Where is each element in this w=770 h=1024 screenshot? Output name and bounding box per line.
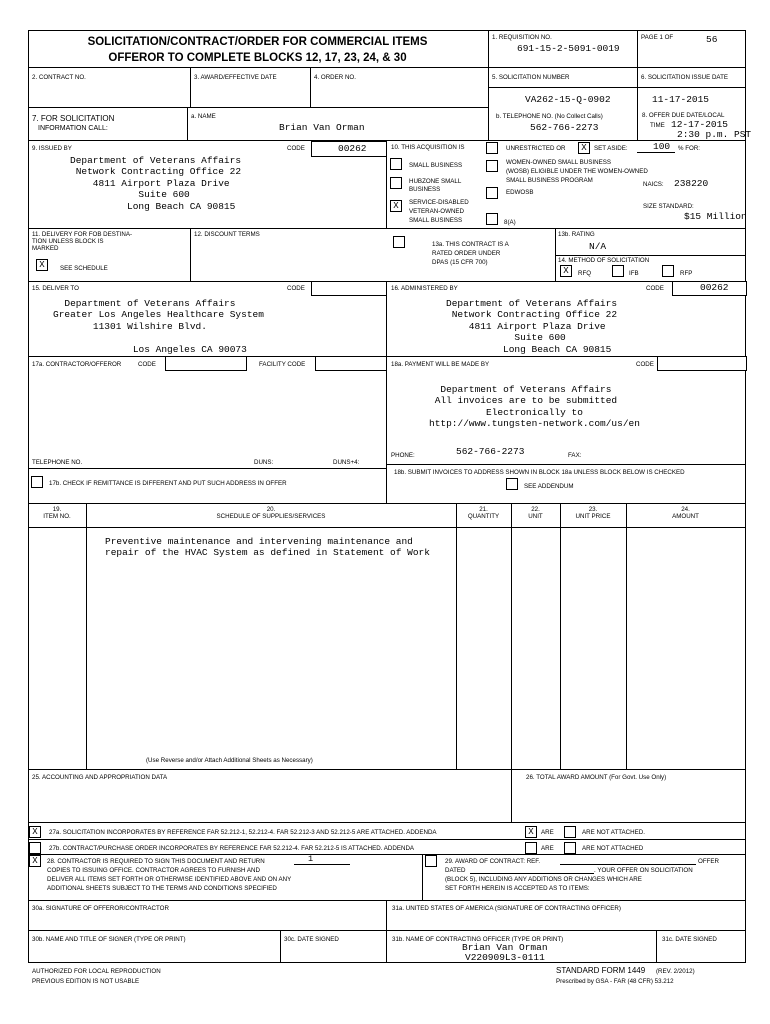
administered-by-address: Department of Veterans Affairs Network Contracting Office 22 4811 Airport Plaza Drive Suite 600 Long Beach CA 90815: [446, 298, 618, 355]
payment-fax-label: FAX:: [568, 452, 582, 459]
duns4-label: DUNS+4:: [333, 459, 360, 466]
payment-instructions: Department of Veterans Affairs All invoices are to be submitted Electronically to http://www.tungsten-network.com/us/en: [429, 384, 640, 430]
administered-by-label: 16. ADMINISTERED BY: [391, 285, 458, 292]
unrestricted-label: UNRESTRICTED OR: [506, 145, 566, 152]
size-standard-label: SIZE STANDARD:: [643, 203, 694, 210]
co-name-label: 31b. NAME OF CONTRACTING OFFICER (TYPE OR PRINT): [392, 936, 564, 943]
8a-label: 8(A): [504, 219, 516, 226]
total-award-label: 26. TOTAL AWARD AMOUNT (For Govt. Use Only): [526, 774, 667, 781]
info-call-label-2: INFORMATION CALL:: [38, 125, 108, 132]
form-revision: (REV. 2/2012): [656, 968, 695, 975]
name-label: a. NAME: [191, 113, 216, 120]
28-line3: DELIVER ALL ITEMS SET FORTH OR OTHERWISE IDENTIFIED ABOVE AND ON ANY: [47, 876, 292, 883]
rfp-label: RFP: [680, 270, 693, 277]
ifb-checkbox[interactable]: [612, 265, 624, 277]
form-title: [30, 35, 485, 66]
payment-phone-label: PHONE:: [391, 452, 415, 459]
prescribed-by: Prescribed by GSA - FAR (48 CFR) 53.212: [556, 978, 674, 985]
rfq-checkbox[interactable]: X: [560, 265, 572, 277]
standard-form-number: STANDARD FORM 1449: [556, 966, 646, 975]
offeror-signature-label: 30a. SIGNATURE OF OFFEROR/CONTRACTOR: [32, 905, 169, 912]
fob-label-3: MARKED: [32, 245, 59, 252]
set-aside-label: SET ASIDE:: [594, 145, 628, 152]
set-aside-percent[interactable]: 100: [653, 141, 671, 152]
27a-are-label: ARE: [541, 829, 554, 836]
edwosb-checkbox[interactable]: [486, 187, 498, 199]
payment-code-label: CODE: [636, 361, 654, 368]
27a-not-attached-label: ARE NOT ATTACHED.: [582, 829, 645, 836]
issued-by-label: 9. ISSUED BY: [32, 145, 72, 152]
discount-terms-label: 12. DISCOUNT TERMS: [194, 231, 260, 238]
sdvosb-label-2: VETERAN-OWNED: [409, 208, 465, 215]
27b-are-label: ARE: [541, 845, 554, 852]
rated-order-label-3: DPAS (15 CFR 700): [432, 259, 488, 266]
29-checkbox[interactable]: [425, 855, 437, 867]
ifb-label: IFB: [629, 270, 639, 277]
authorized-reproduction: AUTHORIZED FOR LOCAL REPRODUCTION: [32, 968, 161, 975]
27b-checkbox[interactable]: [29, 842, 41, 854]
requisition-number[interactable]: 691-15-2-5091-0019: [517, 43, 620, 54]
attach-sheets-note: (Use Reverse and/or Attach Additional Sheets as Necessary): [146, 757, 313, 764]
issue-date[interactable]: 11-17-2015: [652, 94, 710, 105]
amount-header: 24. AMOUNT: [672, 506, 699, 521]
small-business-label: SMALL BUSINESS: [409, 162, 463, 169]
form-top-border: [28, 30, 746, 31]
27b-not-attached-checkbox[interactable]: [564, 842, 576, 854]
28-line1: 28. CONTRACTOR IS REQUIRED TO SIGN THIS DOCUMENT AND RETURN: [47, 858, 265, 865]
signer-name-label: 30b. NAME AND TITLE OF SIGNER (TYPE OR PRINT): [32, 936, 186, 943]
facility-code-box[interactable]: [315, 356, 387, 371]
see-schedule-label: SEE SCHEDULE: [60, 265, 108, 272]
naics-label: NAICS:: [643, 181, 664, 188]
29-line3: (BLOCK 5), INCLUDING ANY ADDITIONS OR CHANGES WHICH ARE: [445, 876, 642, 883]
offer-due-date[interactable]: 12-17-2015: [671, 119, 729, 130]
payment-code-box[interactable]: [657, 356, 747, 371]
wosb-label-1: WOMEN-OWNED SMALL BUSINESS: [506, 159, 611, 166]
page-total: 56: [706, 34, 718, 45]
edwosb-label: EDWOSB: [506, 189, 534, 196]
see-schedule-checkbox[interactable]: X: [36, 259, 48, 271]
contact-phone[interactable]: 562-766-2273: [530, 122, 599, 133]
unrestricted-checkbox[interactable]: [486, 142, 498, 154]
hubzone-label-1: HUBZONE SMALL: [409, 178, 462, 185]
rfp-checkbox[interactable]: [662, 265, 674, 277]
offer-due-time-label: TIME: [650, 122, 665, 129]
sdvosb-label-3: SMALL BUSINESS: [409, 217, 463, 224]
27b-are-checkbox[interactable]: [525, 842, 537, 854]
rated-order-label-2: RATED ORDER UNDER: [432, 250, 501, 257]
contract-no-label: 2. CONTRACT NO.: [32, 74, 86, 81]
unit-header: 22. UNIT: [528, 506, 543, 521]
schedule-description: Preventive maintenance and intervening maintenance and repair of the HVAC System as defined in Statement of Work: [105, 536, 430, 559]
remittance-label: 17b. CHECK IF REMITTANCE IS DIFFERENT AND PUT SUCH ADDRESS IN OFFER: [49, 480, 287, 487]
form-bottom-border: [28, 962, 746, 963]
previous-edition: PREVIOUS EDITION IS NOT USABLE: [32, 978, 140, 985]
offer-due-time[interactable]: 2:30 p.m. PST: [677, 129, 752, 140]
issue-date-label: 6. SOLICITATION ISSUE DATE: [641, 74, 728, 81]
acquisition-label: 10. THIS ACQUISITION IS: [391, 144, 465, 151]
supplies-header: 20. SCHEDULE OF SUPPLIES/SERVICES: [216, 506, 326, 521]
27b-label: 27b. CONTRACT/PURCHASE ORDER INCORPORATES BY REFERENCE FAR 52.212-4. FAR 52.212-5 IS ATTACHED. ADDENDA: [49, 845, 415, 852]
administered-by-code-label: CODE: [646, 285, 664, 292]
issued-by-code[interactable]: 00262: [338, 143, 367, 154]
contact-name[interactable]: Brian Van Orman: [279, 122, 365, 133]
wosb-checkbox[interactable]: [486, 160, 498, 172]
wosb-label-2: (WOSB) ELIGIBLE UNDER THE WOMEN-OWNED: [506, 168, 648, 175]
naics-code[interactable]: 238220: [674, 178, 709, 189]
deliver-to-address: Department of Veterans Affairs Greater Los Angeles Healthcare System 11301 Wilshire Blvd. Los Angeles CA 90073: [53, 298, 264, 355]
form-title-line1: SOLICITATION/CONTRACT/ORDER FOR COMMERCIAL ITEMS: [87, 36, 428, 48]
contractor-telephone-label: TELEPHONE NO.: [32, 459, 83, 466]
27a-checkbox[interactable]: X: [29, 826, 41, 838]
offer-due-label: 8. OFFER DUE DATE/LOCAL: [642, 112, 725, 119]
rated-order-label-1: 13a. THIS CONTRACT IS A: [432, 241, 509, 248]
info-call-label-1: 7. FOR SOLICITATION: [32, 114, 115, 123]
telephone-label: b. TELEPHONE NO. (No Collect Calls): [496, 113, 603, 120]
29-offer: OFFER: [698, 858, 719, 865]
contractor-code-label: CODE: [138, 361, 156, 368]
offeror-date-label: 30c. DATE SIGNED: [284, 936, 339, 943]
27b-not-attached-label: ARE NOT ATTACHED: [582, 845, 644, 852]
accounting-data-label: 25. ACCOUNTING AND APPROPRIATION DATA: [32, 774, 168, 781]
27a-label: 27a. SOLICITATION INCORPORATES BY REFERENCE FAR 52.212-1, 52.212-4. FAR 52.212-3 AND 52.212-5 ARE ATTACHED. ADDENDA: [49, 829, 437, 836]
28-copies[interactable]: 1: [308, 854, 314, 864]
8a-checkbox[interactable]: [486, 213, 498, 225]
deliver-to-code-label: CODE: [287, 285, 305, 292]
remittance-checkbox[interactable]: [31, 476, 43, 488]
29-line1: 29. AWARD OF CONTRACT: REF.: [445, 858, 541, 865]
hubzone-checkbox[interactable]: [390, 177, 402, 189]
fob-label-1: 11. DELIVERY FOR FOB DESTINA-: [32, 231, 133, 238]
28-line2: COPIES TO ISSUING OFFICE. CONTRACTOR AGREES TO FURNISH AND: [47, 867, 260, 874]
contractor-code-box[interactable]: [165, 356, 247, 371]
duns-label: DUNS:: [254, 459, 274, 466]
item-no-header: 19. ITEM NO.: [43, 506, 71, 521]
page-label: PAGE 1 OF: [641, 34, 674, 41]
contractor-label: 17a. CONTRACTOR/OFFEROR: [32, 361, 122, 368]
small-business-checkbox[interactable]: [390, 158, 402, 170]
sdvosb-label-1: SERVICE-DISABLED: [409, 199, 469, 206]
fob-label-2: TION UNLESS BLOCK IS: [32, 238, 104, 245]
percent-for-label: % FOR:: [678, 145, 701, 152]
requisition-label: 1. REQUISITION NO.: [492, 34, 552, 41]
see-addendum-label: SEE ADDENDUM: [524, 483, 574, 490]
see-addendum-checkbox[interactable]: [506, 478, 518, 490]
set-aside-checkbox[interactable]: X: [578, 142, 590, 154]
payment-phone[interactable]: 562-766-2273: [456, 446, 525, 457]
sdvosb-checkbox[interactable]: X: [390, 200, 402, 212]
28-checkbox[interactable]: X: [29, 855, 41, 867]
co-name[interactable]: Brian Van Orman: [462, 942, 548, 953]
co-signature-label: 31a. UNITED STATES OF AMERICA (SIGNATURE OF CONTRACTING OFFICER): [392, 905, 621, 912]
submit-invoices-label: 18b. SUBMIT INVOICES TO ADDRESS SHOWN IN BLOCK 18a UNLESS BLOCK BELOW IS CHECKED: [394, 469, 685, 476]
co-date-label: 31c. DATE SIGNED: [662, 936, 717, 943]
payment-label: 18a. PAYMENT WILL BE MADE BY: [391, 361, 490, 368]
co-id[interactable]: V220909L3-0111: [465, 952, 545, 963]
29-line2: . YOUR OFFER ON SOLICITATION: [594, 867, 693, 874]
form-right-border: [745, 30, 746, 963]
deliver-to-code-box[interactable]: [311, 281, 387, 296]
size-standard[interactable]: $15 Million: [684, 211, 747, 222]
29-line4: SET FORTH HEREIN IS ACCEPTED AS TO ITEMS:: [445, 885, 590, 892]
deliver-to-label: 15. DELIVER TO: [32, 285, 79, 292]
issued-by-code-label: CODE: [287, 145, 305, 152]
27a-not-attached-checkbox[interactable]: [564, 826, 576, 838]
28-line4: ADDITIONAL SHEETS SUBJECT TO THE TERMS AND CONDITIONS SPECIFIED: [47, 885, 277, 892]
29-dated: DATED: [445, 867, 466, 874]
wosb-label-3: SMALL BUSINESS PROGRAM: [506, 177, 593, 184]
form-title-line2: OFFEROR TO COMPLETE BLOCKS 12, 17, 23, 24, & 30: [108, 51, 407, 64]
quantity-header: 21. QUANTITY: [467, 506, 500, 521]
27a-are-checkbox[interactable]: X: [525, 826, 537, 838]
facility-code-label: FACILITY CODE: [259, 361, 306, 368]
method-label: 14. METHOD OF SOLICITATION: [558, 257, 650, 264]
rating-label: 13b. RATING: [558, 231, 595, 238]
administered-by-code[interactable]: 00262: [700, 282, 729, 293]
rated-order-checkbox[interactable]: [393, 236, 405, 248]
issued-by-address: Department of Veterans Affairs Network Contracting Office 22 4811 Airport Plaza Drive Suite 600 Long Beach CA 90815: [70, 155, 242, 212]
hubzone-label-2: BUSINESS: [409, 186, 441, 193]
form-left-border: [28, 30, 29, 963]
solicitation-number[interactable]: VA262-15-Q-0902: [525, 94, 611, 105]
rfq-label: RFQ: [578, 270, 592, 277]
solicitation-number-label: 5. SOLICITATION NUMBER: [492, 74, 570, 81]
unit-price-header: 23. UNIT PRICE: [575, 506, 611, 521]
award-date-label: 3. AWARD/EFFECTIVE DATE: [194, 74, 277, 81]
rating-value[interactable]: N/A: [589, 241, 607, 252]
order-no-label: 4. ORDER NO.: [314, 74, 356, 81]
